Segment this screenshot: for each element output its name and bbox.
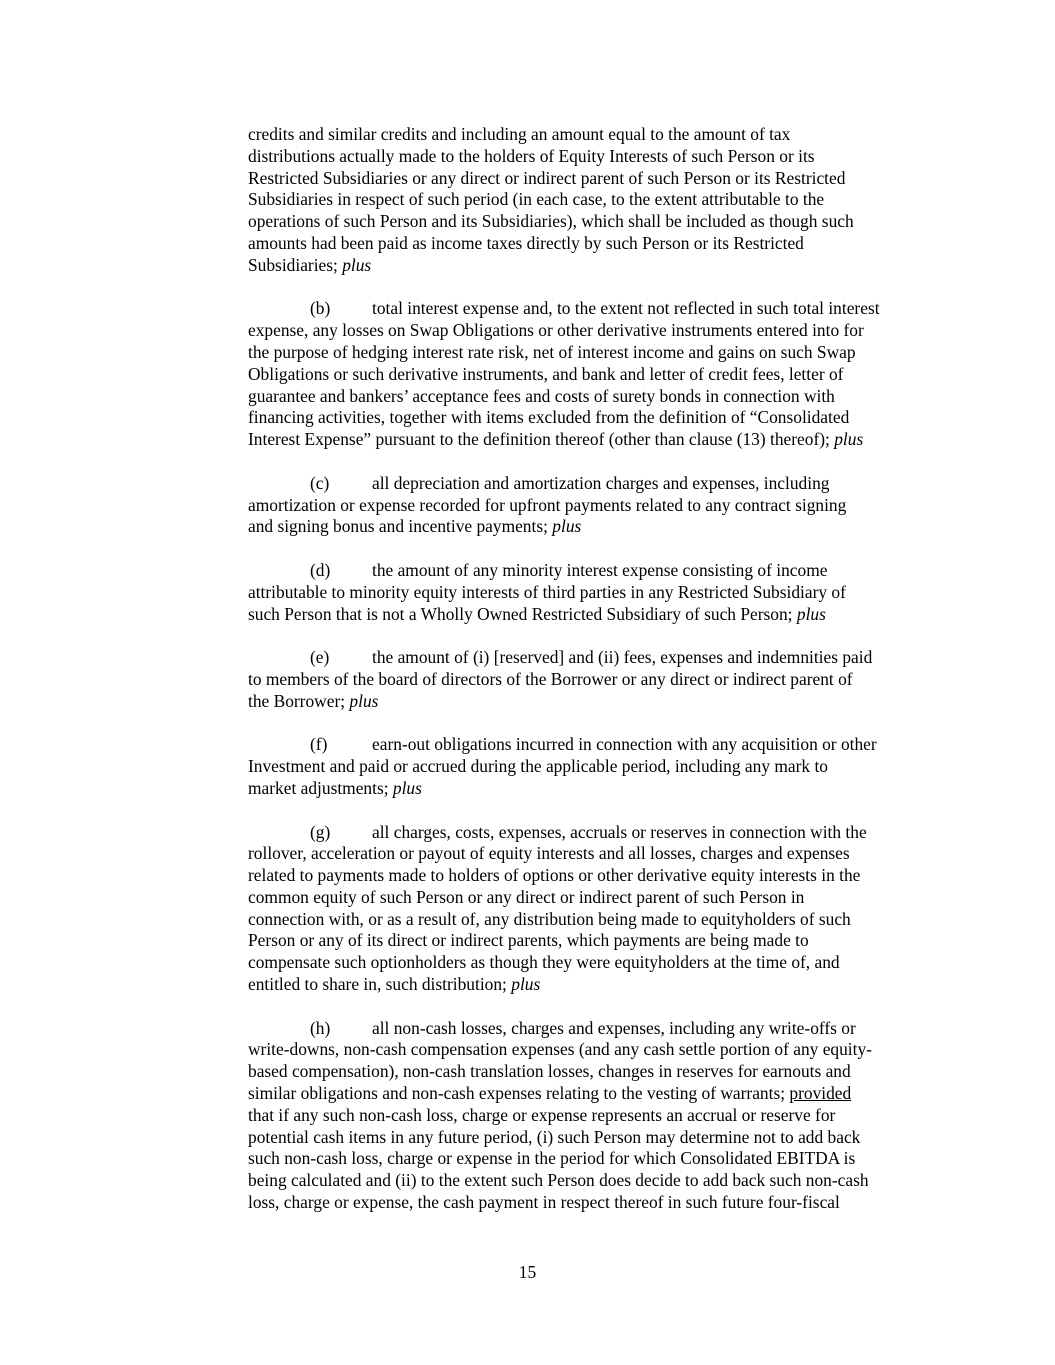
document-body [248,124,938,1236]
text-line: Restricted Subsidiaries or any direct or indirect parent of such Person or its Restricted [248,167,846,188]
text-fragment: entitled to share in, such distribution; [248,974,512,995]
text-line: common equity of such Person or any direct or indirect parent of such Person in [248,886,805,907]
text-line: Investment and paid or accrued during the applicable period, including any mark to [248,756,828,777]
clause-first-line [248,298,938,320]
text-line: that if any such non-cash loss, charge or expense represents an accrual or reserve for [248,1104,836,1125]
text-fragment: market adjustments; [248,777,393,798]
text-fragment: total interest expense and, to the extent not reflected in such total interest [372,298,880,319]
text-line-last [248,255,938,277]
text-line-last [248,691,938,713]
text-fragment: all non-cash losses, charges and expenses, including any write-offs or [372,1017,856,1038]
text-fragment: similar obligations and non-cash expenses relating to the vesting of warrants; [248,1083,790,1104]
text-line-last [248,778,938,800]
text-fragment: the amount of any minority interest expense consisting of income [372,559,828,580]
clause-marker: (d) [310,559,331,580]
text-line: write-downs, non-cash compensation expenses (and any cash settle portion of any equity- [248,1039,872,1060]
underlined-provided: provided [789,1083,852,1104]
clause-marker: (c) [310,472,330,493]
text-line: distributions actually made to the holders of Equity Interests of such Person or its [248,145,815,166]
text-fragment: the Borrower; [248,690,350,711]
clause-first-line [248,734,938,756]
clause-e [248,647,938,712]
clause-g [248,822,938,996]
text-fragment: Interest Expense” pursuant to the definition thereof (other than clause (13) thereof); [248,429,835,450]
italic-plus: plus [511,974,541,995]
text-line: compensate such optionholders as though they were equityholders at the time of, and [248,952,840,973]
italic-plus: plus [834,429,864,450]
text-line-provided [248,1083,938,1105]
text-line: amounts had been paid as income taxes directly by such Person or its Restricted [248,232,804,253]
text-fragment: such Person that is not a Wholly Owned Restricted Subsidiary of such Person; [248,603,797,624]
text-fragment: all depreciation and amortization charges and expenses, including [372,472,830,493]
clause-marker: (h) [310,1017,331,1038]
text-line: rollover, acceleration or payout of equity interests and all losses, charges and expenses [248,843,850,864]
clause-b [248,298,938,451]
text-line: based compensation), non-cash translation losses, changes in reserves for earnouts and [248,1061,851,1082]
clause-h [248,1018,938,1214]
italic-plus: plus [392,777,422,798]
text-fragment: the amount of (i) [reserved] and (ii) fees, expenses and indemnities paid [372,647,873,668]
text-line: being calculated and (ii) to the extent such Person does decide to add back such non-cash [248,1170,869,1191]
text-fragment: earn-out obligations incurred in connection with any acquisition or other [372,734,877,755]
text-fragment: all charges, costs, expenses, accruals or reserves in connection with the [372,821,867,842]
text-line: operations of such Person and its Subsidiaries), which shall be included as though such [248,211,854,232]
page-number: 15 [518,1262,537,1282]
text-line-last [248,516,938,538]
text-line: loss, charge or expense, the cash payment in respect thereof in such future four-fiscal [248,1192,840,1213]
text-line-last [248,429,938,451]
text-line: guarantee and bankers’ acceptance fees and costs of surety bonds in connection with [248,385,835,406]
text-line-last [248,604,938,626]
text-line: such non-cash loss, charge or expense in the period for which Consolidated EBITDA is [248,1148,856,1169]
text-line: attributable to minority equity interests of third parties in any Restricted Subsidiary of [248,581,846,602]
clause-marker: (b) [310,298,331,319]
clause-c [248,473,938,538]
text-line: credits and similar credits and including an amount equal to the amount of tax [248,124,791,144]
clause-marker: (g) [310,821,331,842]
italic-plus: plus [349,690,379,711]
text-line: connection with, or as a result of, any distribution being made to equityholders of such [248,908,851,929]
intro-paragraph [248,124,938,277]
text-line: the purpose of hedging interest rate risk, net of interest income and gains on such Swap [248,341,856,362]
clause-marker: (e) [310,647,330,668]
italic-plus: plus [342,254,372,275]
clause-first-line [248,473,938,495]
text-line: Subsidiaries in respect of such period (in each case, to the extent attributable to the [248,189,825,210]
text-line-last [248,974,938,996]
clause-marker: (f) [310,734,328,755]
clause-first-line [248,822,938,844]
clause-first-line [248,1018,938,1040]
clause-first-line [248,647,938,669]
text-line: Obligations or such derivative instruments, and bank and letter of credit fees, letter of [248,363,844,384]
text-line: expense, any losses on Swap Obligations or other derivative instruments entered into for [248,320,864,341]
text-line: potential cash items in any future period, (i) such Person may determine not to add back [248,1126,861,1147]
text-line: amortization or expense recorded for upfront payments related to any contract signing [248,494,847,515]
text-line: financing activities, together with items excluded from the definition of “Consolidated [248,407,850,428]
text-line: Person or any of its direct or indirect parents, which payments are being made to [248,930,809,951]
italic-plus: plus [796,603,826,624]
text-fragment: and signing bonus and incentive payments; [248,516,553,537]
clause-first-line [248,560,938,582]
text-line: to members of the board of directors of the Borrower or any direct or indirect parent of [248,668,853,689]
clause-d [248,560,938,625]
italic-plus: plus [552,516,582,537]
text-fragment: Subsidiaries; [248,254,343,275]
clause-f [248,734,938,799]
text-line: related to payments made to holders of options or other derivative equity interests in the [248,865,861,886]
